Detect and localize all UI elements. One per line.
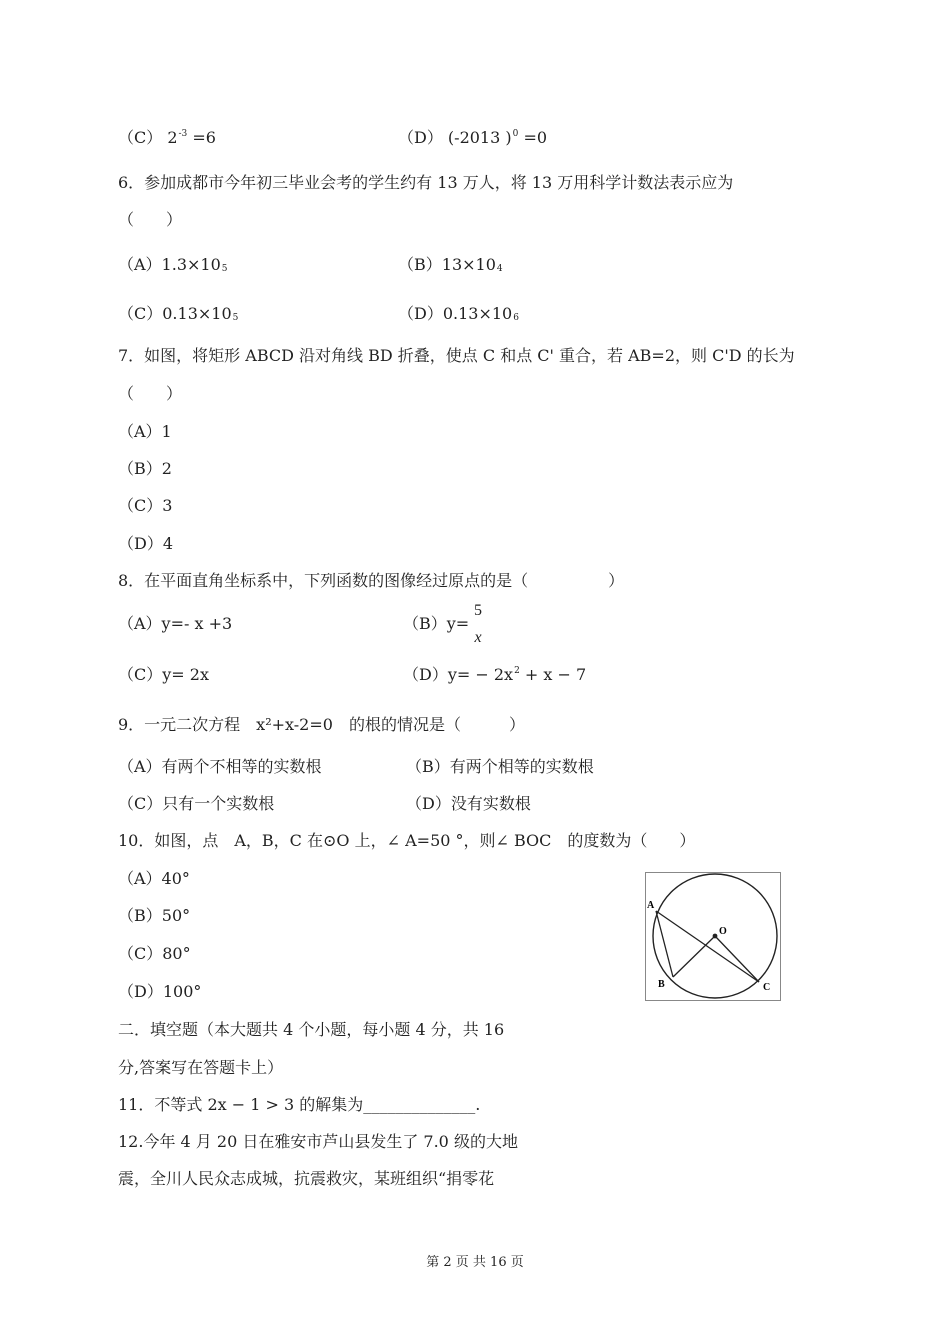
option-a-q6	[118, 257, 228, 274]
option-b-q7: （B）2	[118, 459, 172, 478]
section-2-heading: 二．填空题（本大题共 4 个小题，每小题 4 分，共 16	[118, 1020, 505, 1039]
exponent: 6	[513, 313, 519, 323]
label-o: O	[719, 926, 727, 937]
question-7-paren: （ ）	[118, 384, 183, 403]
exponent: 0	[512, 129, 519, 139]
question-7: 7．如图，将矩形 ABCD 沿对角线 BD 折叠，使点 C 和点 C' 重合，若 AB=2，则 C'D 的长为	[118, 346, 795, 365]
option-a-q8: （A）y=- x +3	[118, 614, 233, 633]
option-tail: + x − 7	[519, 665, 587, 684]
option-c-q7: （C）3	[118, 496, 173, 515]
question-8: 8．在平面直角坐标系中，下列函数的图像经过原点的是（ ）	[118, 571, 625, 590]
exponent: 5	[221, 264, 228, 274]
option-d-q5	[398, 130, 547, 146]
circle-diagram	[646, 873, 780, 1000]
option-b-q8: （B）y=	[403, 614, 470, 633]
option-d-q8	[403, 667, 586, 683]
option-b-q6	[398, 257, 503, 274]
radius-ob	[673, 936, 715, 977]
fraction-numerator: 5	[474, 602, 482, 619]
exponent: 5	[232, 313, 239, 323]
option-a-q9: （A）有两个不相等的实数根	[118, 757, 322, 776]
option-b-q9: （B）有两个相等的实数根	[406, 757, 594, 776]
option-text: （C）0.13×10	[118, 304, 232, 323]
option-tail: =6	[187, 128, 216, 147]
option-a-q7: （A）1	[118, 422, 172, 441]
option-text: （D）0.13×10	[398, 304, 513, 323]
center-point	[713, 934, 718, 939]
question-11: 11．不等式 2x − 1 > 3 的解集为______________.	[118, 1095, 481, 1114]
option-d-q10: （D）100°	[118, 982, 202, 1001]
option-d-q9: （D）没有实数根	[406, 794, 531, 813]
option-c-q8: （C）y= 2x	[118, 665, 209, 684]
section-2-heading-cont: 分,答案写在答题卡上）	[118, 1058, 284, 1077]
radius-oc	[715, 936, 759, 982]
option-a-q10: （A）40°	[118, 869, 190, 888]
option-d-q7: （D）4	[118, 534, 174, 553]
option-c-q5	[118, 130, 216, 146]
question-10: 10．如图，点 A，B，C 在⊙O 上，∠ A=50 °，则∠ BOC 的度数为（ ）	[118, 831, 696, 850]
option-text: （B）13×10	[398, 255, 496, 274]
question-9: 9．一元二次方程 x²+x-2=0 的根的情况是（ ）	[118, 715, 525, 734]
exponent: 2	[514, 666, 520, 676]
exponent: -3	[178, 129, 188, 139]
option-text: （D）y= − 2x	[403, 665, 514, 684]
option-c-q6	[118, 306, 238, 323]
question-6: 6．参加成都市今年初三毕业会考的学生约有 13 万人，将 13 万用科学计数法表示应为	[118, 173, 734, 192]
circle-figure	[645, 872, 781, 1001]
label-c: C	[763, 982, 771, 993]
question-12-line-1: 12.今年 4 月 20 日在雅安市芦山县发生了 7.0 级的大地	[118, 1132, 518, 1151]
option-text: （A）1.3×10	[118, 255, 221, 274]
question-12-line-2: 震，全川人民众志成城，抗震救灾，某班组织“捐零花	[118, 1169, 495, 1188]
option-text: （D） (-2013 )	[398, 128, 512, 147]
exponent: 4	[496, 264, 503, 274]
question-6-paren: （ ）	[118, 210, 183, 229]
page-footer: 第 2 页 共 16 页	[426, 1255, 524, 1270]
option-c-q10: （C）80°	[118, 944, 191, 963]
option-c-q9: （C）只有一个实数根	[118, 794, 275, 813]
option-tail: =0	[518, 128, 548, 147]
option-text: （C） 2	[118, 128, 178, 147]
option-d-q6	[398, 306, 519, 323]
label-b: B	[658, 979, 665, 990]
fraction-denominator: x	[474, 629, 482, 646]
option-b-q10: （B）50°	[118, 906, 191, 925]
label-a: A	[647, 900, 655, 911]
